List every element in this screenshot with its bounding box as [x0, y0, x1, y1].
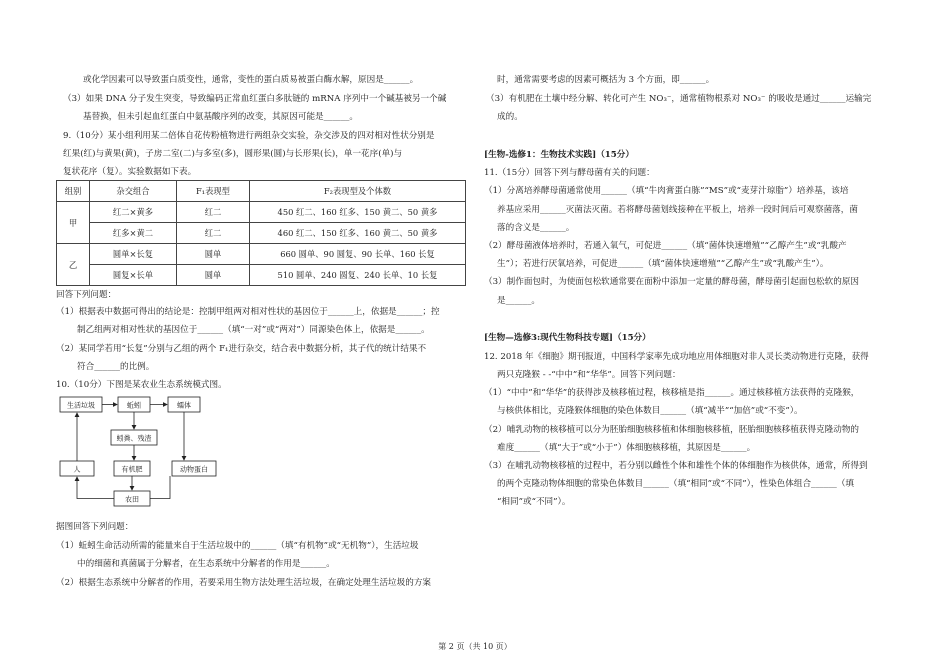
- q11-part1-line3: 落的含义是______。: [497, 223, 575, 233]
- q10-part1-line2: 中的细菌和真菌属于分解者，在生态系统中分解者的作用是______。: [77, 559, 335, 569]
- f2-cell: 460 红二、150 红多、160 黄二、50 黄多: [250, 223, 466, 244]
- th-f2: F₂表现型及个体数: [250, 181, 466, 202]
- left-line-1: 或化学因素可以导致蛋白质变性，通常，变性的蛋白质易被蛋白酶水解，原因是______。: [83, 75, 419, 85]
- q9-part1-line2: 制乙组两对相对性状的基因位于______（填“一对”或“两对”）同源染色体上，依据是______。: [77, 325, 430, 335]
- th-cross: 杂交组合: [90, 181, 177, 202]
- q9-line-2: 红果(红)与黄果(黄)，子房二室(二)与多室(多)，圆形果(圆)与长形果(长)，单一花序(单)与: [63, 149, 403, 159]
- f2-cell: 450 红二、160 红多、150 黄二、50 黄多: [250, 202, 466, 223]
- q12-line-2: 两只克隆猴 - -“中中”和“华华”。回答下列问题：: [497, 370, 681, 380]
- q9-line-3: 复状花序（复）。实验数据如下表。: [63, 167, 197, 177]
- cross-cell: 圆单×长复: [90, 244, 177, 265]
- section-elective-3: [生物—选修3:现代生物科技专题]（15分）: [484, 333, 651, 343]
- q11-title: 11.（15分）回答下列与酵母菌有关的问题：: [484, 168, 655, 178]
- q9-part1-line1: （1）根据表中数据可得出的结论是：控制甲组两对相对性状的基因位于______上，依据是______；控: [56, 307, 440, 317]
- q11-part1-line2: 养基应采用______灭菌法灭菌。若将酵母菌划线接种在平板上，培养一段时间后可观察菌落，菌: [497, 205, 858, 215]
- q9-title: 9.（10分）某小组利用某二倍体自花传粉植物进行两组杂交实验，杂交涉及的四对相对性状分别是: [63, 131, 435, 141]
- right-line-1: 时，通常需要考虑的因素可概括为 3 个方面，即______。: [497, 75, 715, 85]
- q10-part2-line1: （2）根据生态系统中分解者的作用，若要采用生物方法处理生活垃圾，在确定处理生活垃圾的方案: [56, 578, 432, 588]
- th-group: 组别: [57, 181, 90, 202]
- cross-table: [56, 180, 466, 286]
- q12-title: 12. 2018 年《细胞》期刊报道，中国科学家率先成功地应用体细胞对非人灵长类动物进行克隆，获得: [484, 352, 869, 362]
- q12-part1-line2: 与核供体相比，克隆猴体细胞的染色体数目______（填“减半”“加倍”或“不变”）。: [497, 406, 803, 416]
- q11-part2-line1: （2）酵母菌液体培养时，若通入氧气，可促进______（填“菌体快速增殖”“乙醇产生”或“乳酸产: [484, 241, 847, 251]
- f1-cell: 红二: [177, 202, 250, 223]
- right-line-2: （3）有机肥在土壤中经分解、转化可产生 NO₃⁻，通常植物根系对 NO₃⁻ 的吸收是通过______运输完: [486, 94, 872, 104]
- q12-part3-line3: “相同”或“不同”）。: [497, 497, 571, 507]
- table-row: [57, 223, 466, 244]
- q9-part2-line2: 符合______的比例。: [77, 362, 155, 372]
- table-row: [57, 265, 466, 286]
- q9-part2-line1: （2）某同学若用“长复”分别与乙组的两个 F₁进行杂交，结合表中数据分析，其子代的统计结果不: [56, 344, 427, 354]
- q12-part3-line1: （3）在哺乳动物核移植的过程中，若分别以雌性个体和雄性个体的体细胞作为核供体，通常，所得到: [484, 461, 868, 471]
- q11-part3-line1: （3）制作面包时，为使面包松软通常要在面粉中添加一定量的酵母菌，酵母菌引起面包松软的原因: [484, 277, 860, 287]
- q12-part2-line2: 难度______（填“大于”或“小于”）体细胞核移植，其原因是______。: [497, 443, 756, 453]
- group-name: 乙: [57, 244, 90, 286]
- q10-part1-line1: （1）蚯蚓生命活动所需的能量来自于生活垃圾中的______（填“有机物”或“无机物”），生活垃圾: [56, 541, 419, 551]
- left-line-3: 基替换，但未引起血红蛋白中氨基酸序列的改变，其原因可能是______。: [83, 112, 359, 122]
- answer-prompt: 回答下列问题：: [56, 290, 117, 300]
- label-bodies: 蠕体: [177, 401, 191, 410]
- cross-cell: 红二×黄多: [90, 202, 177, 223]
- q12-part1-line1: （1）“中中”和“华华”的获得涉及核移植过程，核移植是指______。通过核移植方法获得的克隆猴，: [484, 388, 860, 398]
- label-protein: 动物蛋白: [180, 465, 208, 474]
- f2-cell: 510 圆单、240 圆复、240 长单、10 长复: [250, 265, 466, 286]
- diagram-prompt: 据图回答下列问题：: [56, 522, 134, 532]
- f1-cell: 圆单: [177, 265, 250, 286]
- label-waste: 生活垃圾: [67, 401, 95, 410]
- f1-cell: 圆单: [177, 244, 250, 265]
- cross-cell: 红多×黄二: [90, 223, 177, 244]
- f1-cell: 红二: [177, 223, 250, 244]
- q12-part2-line1: （2）哺乳动物的核移植可以分为胚胎细胞核移植和体细胞核移植，胚胎细胞核移植获得克隆动物的: [484, 425, 860, 435]
- page-footer: 第 2 页（共 10 页）: [438, 642, 512, 651]
- table-header-row: [57, 181, 466, 202]
- table-row: [57, 202, 466, 223]
- q11-part1-line1: （1）分离培养酵母菌通常使用______（填“牛肉膏蛋白胨”“MS”或“麦芽汁琼脂”）培养基，该培: [484, 186, 849, 196]
- ecosystem-diagram: [58, 395, 238, 507]
- cross-cell: 圆复×长单: [90, 265, 177, 286]
- right-line-3: 成的。: [497, 112, 523, 122]
- th-f1: F₁表现型: [177, 181, 250, 202]
- label-earthworm: 蚯蚓: [127, 401, 141, 410]
- group-name: 甲: [57, 202, 90, 244]
- label-people: 人: [73, 465, 81, 474]
- q12-part3-line2: 的两个克隆动物体细胞的常染色体数目______（填“相同”或“不同”），性染色体组合______（填: [497, 479, 855, 489]
- q11-part2-line2: 生”）；若进行厌氧培养，可促进______（填“菌体快速增殖”“乙醇产生”或“乳酸产生”）。: [497, 259, 829, 269]
- q11-part3-line2: 是______。: [497, 296, 540, 306]
- section-elective-1: [生物-选修1：生物技术实践]（15分）: [484, 150, 634, 160]
- q10-title: 10.（10分）下图是某农业生态系统模式图。: [56, 380, 227, 390]
- label-farmland: 农田: [125, 495, 139, 504]
- f2-cell: 660 圆单、90 圆复、90 长单、160 长复: [250, 244, 466, 265]
- left-line-2: （3）如果 DNA 分子发生突变，导致编码正常血红蛋白多肽链的 mRNA 序列中一个碱基被另一个碱: [63, 94, 447, 104]
- label-fertilizer: 有机肥: [121, 465, 143, 474]
- table-row: [57, 244, 466, 265]
- label-residue: 蚓粪、残渣: [116, 434, 152, 443]
